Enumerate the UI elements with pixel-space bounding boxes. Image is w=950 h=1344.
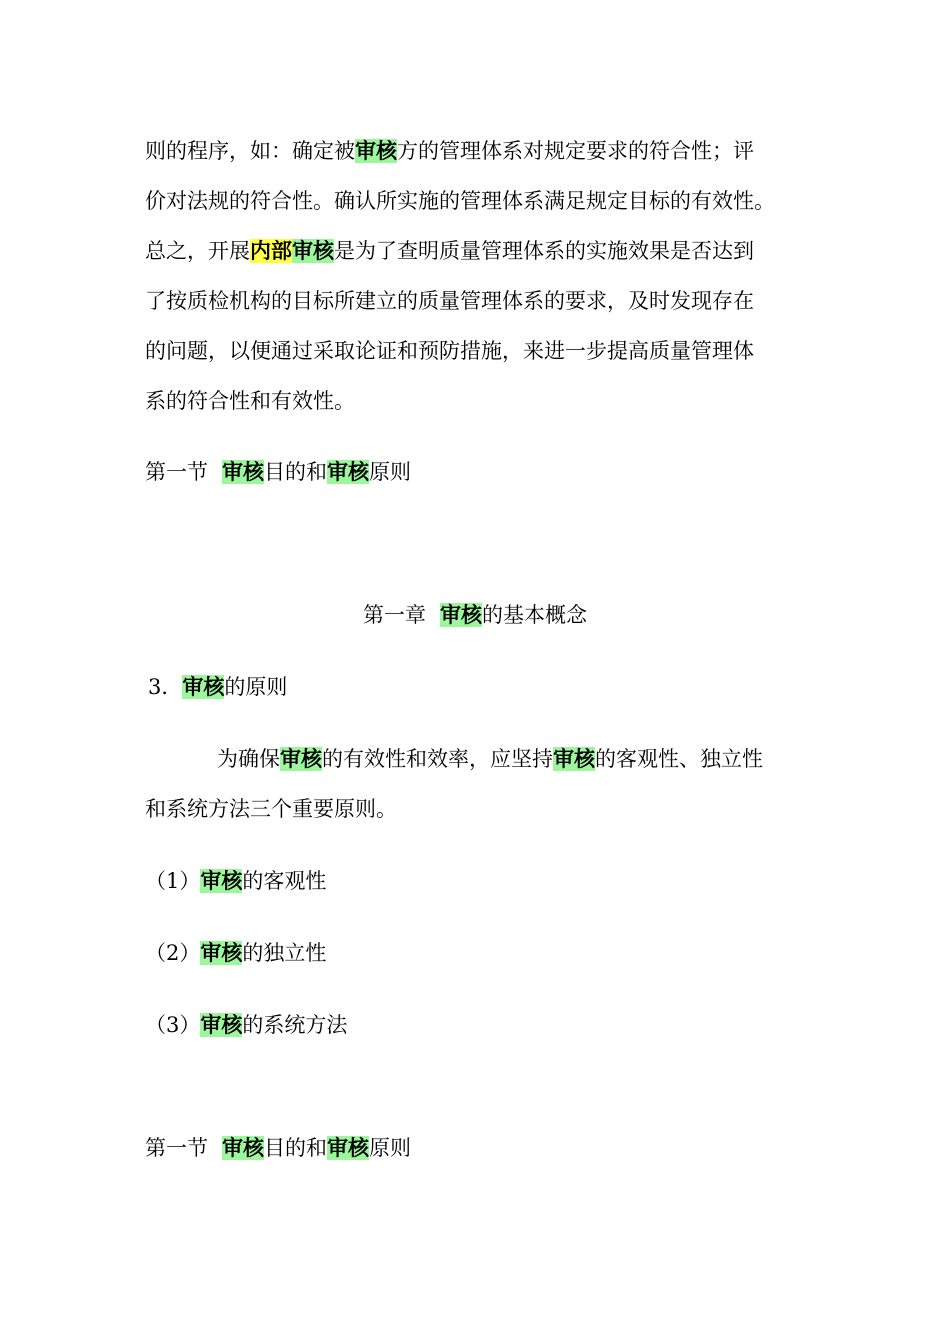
list-item: （2）审核的独立性 — [145, 941, 327, 965]
list-item: （1）审核的客观性 — [145, 869, 327, 893]
principles-line-1: 为确保审核的有效性和效率，应坚持审核的客观性、独立性 — [217, 747, 763, 771]
keyword-highlight: 审核 — [200, 869, 243, 893]
keyword-highlight: 审核 — [222, 1136, 264, 1160]
keyword-highlight: 审核 — [327, 1136, 369, 1160]
intro-line-5: 的问题，以便通过采取论证和预防措施，来进一步提高质量管理体 — [145, 339, 754, 363]
section-heading-2: 第一节 审核目的和审核原则 — [145, 1136, 411, 1160]
keyword-highlight-yellow: 内部 — [250, 239, 292, 263]
intro-line-1: 则的程序，如：确定被审核方的管理体系对规定要求的符合性；评 — [145, 139, 754, 163]
keyword-highlight: 审核 — [292, 239, 334, 263]
keyword-highlight: 审核 — [200, 1013, 243, 1037]
intro-line-2: 价对法规的符合性。确认所实施的管理体系满足规定目标的有效性。 — [145, 189, 775, 213]
keyword-highlight: 审核 — [355, 139, 397, 163]
intro-line-3: 总之，开展内部审核是为了查明质量管理体系的实施效果是否达到 — [145, 239, 754, 263]
keyword-highlight: 审核 — [182, 675, 225, 699]
keyword-highlight: 审核 — [553, 747, 595, 771]
keyword-highlight: 审核 — [222, 460, 264, 484]
list-item: （3）审核的系统方法 — [145, 1013, 348, 1037]
keyword-highlight: 审核 — [200, 941, 243, 965]
keyword-highlight: 审核 — [440, 603, 482, 627]
item-3-heading: 3．审核的原则 — [148, 675, 288, 699]
intro-paragraph — [145, 126, 810, 426]
intro-line-6: 系的符合性和有效性。 — [145, 389, 355, 413]
keyword-highlight: 审核 — [327, 460, 369, 484]
keyword-highlight: 审核 — [280, 747, 322, 771]
intro-line-4: 了按质检机构的目标所建立的质量管理体系的要求，及时发现存在 — [145, 289, 754, 313]
principles-paragraph — [145, 734, 810, 834]
chapter-title: 第一章 审核的基本概念 — [363, 603, 587, 627]
principles-line-2: 和系统方法三个重要原则。 — [145, 797, 397, 821]
section-heading-1: 第一节 审核目的和审核原则 — [145, 460, 411, 484]
